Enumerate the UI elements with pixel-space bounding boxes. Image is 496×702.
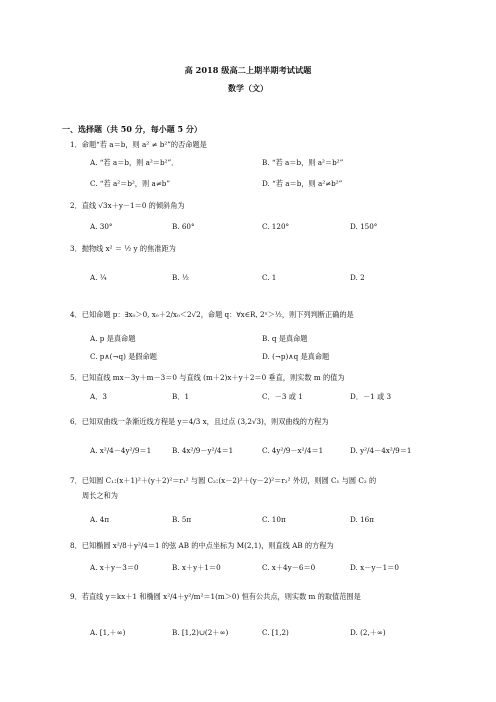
question-1-option-b: B. “若 a＝b，则 a²＝b²” [262, 158, 344, 167]
question-9-option-b: B. [1,2)∪(2＋∞) [172, 628, 229, 637]
question-2-option-b: B. 60° [172, 222, 195, 231]
question-3-stem: 3．抛物线 x² ＝ ½ y 的焦准距为 [70, 244, 176, 253]
question-4-option-a: A. p 是真命题 [90, 334, 136, 343]
question-8-option-d: D. x－y－1＝0 [350, 563, 399, 572]
question-7-option-c: C. 10π [262, 515, 286, 524]
question-4-option-c: C. p∧(¬q) 是假命题 [90, 352, 157, 361]
question-1-option-a: A. “若 a＝b，则 a²＝b²”． [90, 158, 179, 167]
question-3-option-b: B. ½ [172, 273, 189, 282]
question-5-option-b: B．1 [172, 392, 190, 401]
question-7-stem: 7．已知圆 C₁:(x＋1)²＋(y＋2)²＝r₁² 与圆 C₂:(x－2)²＋(y－2)²＝r₂² 外切，则圆 C₁ 与圆 C₂ 的 [70, 476, 377, 485]
question-9-option-c: C. [1,2) [262, 628, 289, 637]
question-7-option-b: B. 5π [172, 515, 192, 524]
question-5-option-c: C．－3 或 1 [262, 392, 303, 401]
question-6-stem: 6．已知双曲线一条渐近线方程是 y＝4/3 x，且过点 (3,2√3)，则双曲线的方程为 [70, 417, 329, 426]
question-1-option-d: D. “若 a＝b，则 a²≠b²” [262, 179, 343, 188]
question-1-stem: 1．命题“若 a＝b，则 a² ≠ b²”的否命题是 [70, 140, 207, 149]
question-8-option-c: C. x＋4y－6＝0 [262, 563, 316, 572]
question-3-option-d: D. 2 [350, 273, 365, 282]
question-3-option-a: A. ¼ [90, 273, 107, 282]
question-4-stem: 4．已知命题 p：∃x₀＞0, x₀＋2/x₀＜2√2，命题 q：∀x∈R, 2ˣ＞½，则下列判断正确的是 [70, 310, 354, 319]
question-7-option-a: A. 4π [90, 515, 110, 524]
question-6-option-c: C. 4y²/9－x²/4＝1 [262, 446, 324, 455]
question-6-option-b: B. 4x²/9－y²/4＝1 [172, 446, 234, 455]
question-2-option-a: A. 30° [90, 222, 113, 231]
exam-subtitle: 数学（文） [228, 83, 268, 93]
question-3-option-c: C. 1 [262, 273, 277, 282]
question-5-option-d: D．－1 或 3 [350, 392, 392, 401]
question-9-option-a: A. [1,＋∞) [90, 628, 126, 637]
question-8-option-b: B. x＋y＋1＝0 [172, 563, 221, 572]
question-7-stem-cont: 周长之和为 [82, 491, 118, 500]
question-4-option-d: D. (¬p)∧q 是真命题 [262, 352, 330, 361]
question-9-option-d: D. (2,＋∞) [350, 628, 386, 637]
question-5-stem: 5．已知直线 mx－3y＋m－3＝0 与直线 (m＋2)x＋y＋2＝0 垂直，则实数 m 的值为 [70, 373, 345, 382]
question-6-option-a: A. x²/4－4y²/9＝1 [90, 446, 152, 455]
question-8-option-a: A. x＋y－3＝0 [90, 563, 139, 572]
question-2-option-c: C. 120° [262, 222, 290, 231]
question-7-option-d: D. 16π [350, 515, 374, 524]
question-9-stem: 9．若直线 y＝kx＋1 和椭圆 x²/4＋y²/m²＝1(m＞0) 恒有公共点，则实数 m 的取值范围是 [70, 592, 361, 601]
exam-title: 高 2018 级高二上期半期考试试题 [184, 65, 312, 75]
question-2-option-d: D. 150° [350, 222, 378, 231]
question-8-stem: 8．已知椭圆 x²/8＋y²/4＝1 的弦 AB 的中点坐标为 M(2,1)，则直线 AB 的方程为 [70, 541, 334, 550]
question-5-option-a: A．3 [90, 392, 107, 401]
section-heading: 一、选择题（共 50 分，每小题 5 分） [62, 124, 202, 134]
question-6-option-d: D. y²/4－4x²/9＝1 [350, 446, 412, 455]
question-4-option-b: B. q 是真命题 [262, 334, 308, 343]
question-1-option-c: C. “若 a²＝b²，则 a≠b” [90, 179, 171, 188]
question-2-stem: 2．直线 √3x＋y－1＝0 的倾斜角为 [70, 201, 185, 210]
